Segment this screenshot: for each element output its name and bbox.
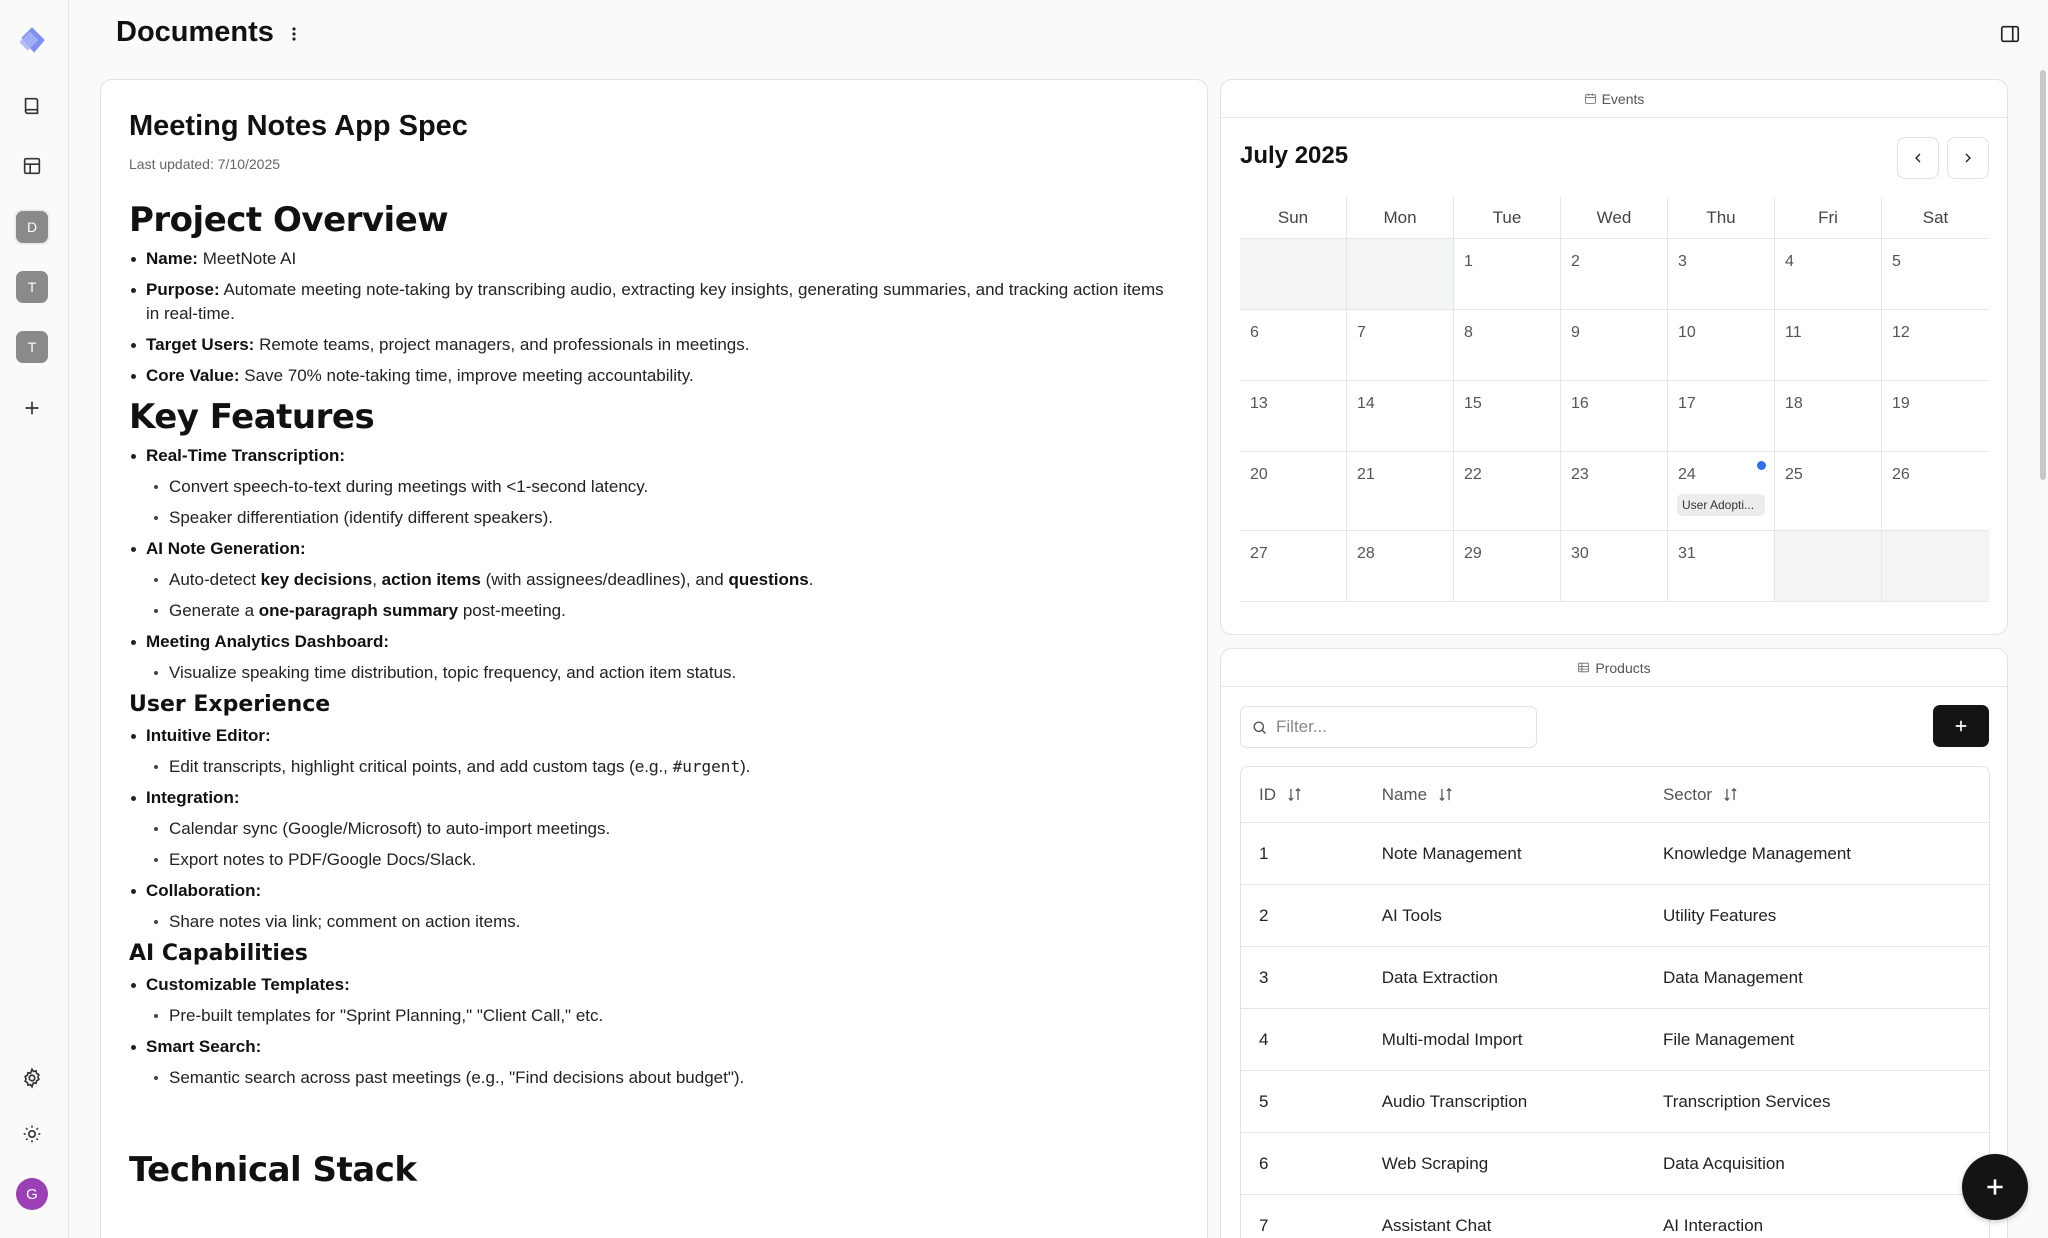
table-cell: 2 [1259,905,1269,925]
list-item: Generate a one-paragraph summary post-meeting. [146,599,1179,623]
calendar-day[interactable] [1561,310,1668,381]
table-row[interactable] [1241,1071,1989,1133]
list-item: Export notes to PDF/Google Docs/Slack. [146,848,1179,872]
list-item: Smart Search: Semantic search across past meetings (e.g., "Find decisions about budget"). [129,1035,1179,1090]
calendar-day[interactable] [1347,531,1454,602]
day-number: 24 [1678,466,1696,483]
table-row[interactable] [1241,885,1989,947]
calendar-day[interactable] [1775,381,1882,452]
day-number: 8 [1464,324,1473,341]
calendar-day[interactable] [1775,239,1882,310]
calendar-icon [1584,92,1597,105]
calendar-day[interactable] [1882,381,1989,452]
add-workspace-button[interactable] [14,390,50,426]
calendar-day[interactable] [1882,452,1989,531]
list-item: Pre-built templates for "Sprint Planning," "Client Call," etc. [146,1004,1179,1028]
weekday-header [1240,197,1990,239]
list-item: Calendar sync (Google/Microsoft) to auto-import meetings. [146,817,1179,841]
table-cell: Assistant Chat [1381,1215,1492,1235]
table-row[interactable] [1241,1009,1989,1071]
day-number: 15 [1464,395,1482,412]
day-number: 10 [1678,324,1696,341]
sidebar [0,0,69,1238]
table-cell: 7 [1259,1215,1269,1235]
book-icon [21,95,43,117]
calendar-day[interactable] [1454,531,1561,602]
chevron-left-icon [1910,150,1926,166]
day-number: 1 [1464,253,1473,270]
calendar-grid [1240,197,1990,602]
day-number: 3 [1678,253,1687,270]
table-cell: AI Interaction [1662,1215,1764,1235]
table-icon [1577,661,1590,674]
list-item: Edit transcripts, highlight critical points, and add custom tags (e.g., #urgent). [146,755,1179,779]
heading-user-experience: User Experience [129,692,331,717]
heading-key-features: Key Features [129,397,375,437]
workspace-avatar: T [16,331,48,363]
table-cell: Audio Transcription [1381,1091,1528,1111]
table-cell: Utility Features [1662,905,1777,925]
day-number: 25 [1785,466,1803,483]
floating-add-button[interactable] [1962,1154,2028,1220]
calendar-day-empty [1240,239,1347,310]
list-item: Convert speech-to-text during meetings with <1-second latency. [146,475,1179,499]
sort-icon [1437,786,1454,803]
sidebar-item-workspace-t2[interactable] [14,329,50,365]
calendar-day-empty [1882,531,1989,602]
calendar-day[interactable] [1668,452,1775,531]
table-cell: 1 [1259,843,1269,863]
day-number: 19 [1892,395,1910,412]
next-month-button[interactable] [1947,137,1989,179]
weekday-label: Mon [1347,197,1454,239]
workspace-avatar: T [16,271,48,303]
list-item: Intuitive Editor: Edit transcripts, highlight critical points, and add custom tags (e.g., #urgent). [129,724,1179,779]
sidebar-item-workspace-t1[interactable] [14,269,50,305]
last-updated: Last updated: 7/10/2025 [129,156,281,172]
calendar-week [1240,381,1990,452]
list-item: Meeting Analytics Dashboard: Visualize speaking time distribution, topic frequency, and action item status. [129,630,1179,685]
list-item: Semantic search across past meetings (e.g., "Find decisions about budget"). [146,1066,1179,1090]
ux-list [129,724,1179,934]
day-number: 26 [1892,466,1910,483]
calendar-week [1240,310,1990,381]
calendar-day[interactable] [1561,239,1668,310]
calendar-day[interactable] [1882,239,1989,310]
day-number: 28 [1357,545,1375,562]
features-list [129,444,1179,685]
table-row[interactable] [1241,947,1989,1009]
day-number: 2 [1571,253,1580,270]
calendar-day[interactable] [1240,452,1347,531]
products-table [1240,766,1990,1238]
list-item: Real-Time Transcription: Convert speech-to-text during meetings with <1-second latency. Speaker differentiation (identify different speakers). [129,444,1179,530]
user-avatar-button[interactable] [14,1176,50,1212]
page-options-button[interactable] [282,22,306,46]
ai-capabilities-list [129,973,1179,1090]
list-item: Customizable Templates: Pre-built templates for "Sprint Planning," "Client Call," etc. [129,973,1179,1028]
list-item: Collaboration: Share notes via link; comment on action items. [129,879,1179,934]
events-panel-header [1221,80,2007,118]
table-cell: Note Management [1381,843,1522,863]
day-number: 18 [1785,395,1803,412]
calendar-day[interactable] [1668,531,1775,602]
list-item: Purpose: Automate meeting note-taking by transcribing audio, extracting key insights, generating summaries, and tracking action items in real-time. [129,278,1179,326]
calendar-day[interactable] [1240,381,1347,452]
table-cell: 4 [1259,1029,1269,1049]
table-cell: 6 [1259,1153,1269,1173]
products-panel [1220,648,2008,1238]
document-title[interactable]: Meeting Notes App Spec [129,110,468,142]
column-header-name[interactable]: Name [1364,785,1645,805]
calendar-month-title: July 2025 [1240,142,1349,169]
table-cell: Knowledge Management [1662,843,1852,863]
scrollbar[interactable] [2040,70,2046,480]
table-cell: Web Scraping [1381,1153,1489,1173]
list-item: Integration: Calendar sync (Google/Microsoft) to auto-import meetings. Export notes to PDF/Google Docs/Slack. [129,786,1179,872]
calendar-day[interactable] [1240,531,1347,602]
filter-field[interactable] [1240,706,1537,748]
theme-toggle[interactable] [14,1116,50,1152]
day-number: 23 [1571,466,1589,483]
document-body[interactable] [129,198,1179,1190]
table-cell: AI Tools [1381,905,1442,925]
day-number: 11 [1785,324,1802,341]
plus-icon [21,397,43,419]
table-cell: File Management [1662,1029,1795,1049]
heading-ai-capabilities: AI Capabilities [129,941,308,966]
list-item: Name: MeetNote AI [129,247,1179,271]
day-number: 7 [1357,324,1366,341]
calendar-day[interactable] [1882,310,1989,381]
day-number: 30 [1571,545,1589,562]
calendar-day[interactable] [1454,452,1561,531]
day-number: 13 [1250,395,1268,412]
day-number: 5 [1892,253,1901,270]
calendar-day-empty [1347,239,1454,310]
table-row[interactable] [1241,1133,1989,1195]
sun-icon [21,1123,43,1145]
calendar-day[interactable] [1454,239,1561,310]
sort-icon [1722,786,1739,803]
more-vertical-icon [284,24,304,44]
calendar-day[interactable] [1668,310,1775,381]
list-item: Core Value: Save 70% note-taking time, improve meeting accountability. [129,364,1179,388]
events-panel [1220,79,2008,635]
event-chip[interactable]: User Adopti... [1677,494,1765,516]
filter-input[interactable] [1276,717,1526,737]
table-row[interactable] [1241,823,1989,885]
calendar-day[interactable] [1454,381,1561,452]
calendar-week [1240,452,1990,531]
logo-icon [15,23,49,57]
calendar-day[interactable] [1347,310,1454,381]
gear-icon [21,1067,43,1089]
weekday-label: Sat [1882,197,1989,239]
calendar-day[interactable] [1347,381,1454,452]
document-card [100,79,1208,1238]
calendar-day[interactable] [1668,381,1775,452]
sidebar-item-tables[interactable] [14,148,50,184]
table-cell: Multi-modal Import [1381,1029,1523,1049]
table-cell: Data Extraction [1381,967,1498,987]
table-row[interactable] [1241,1195,1989,1238]
calendar-day[interactable] [1775,452,1882,531]
weekday-label: Thu [1668,197,1775,239]
list-item: Share notes via link; comment on action items. [146,910,1179,934]
plus-icon [1982,1174,2008,1200]
previous-month-button[interactable] [1897,137,1939,179]
add-product-button[interactable] [1933,705,1989,747]
overview-list [129,247,1179,388]
day-number: 9 [1571,324,1580,341]
sort-icon [1286,786,1303,803]
day-number: 4 [1785,253,1794,270]
day-number: 17 [1678,395,1696,412]
calendar-day[interactable] [1775,310,1882,381]
day-number: 20 [1250,466,1268,483]
table-cell: 3 [1259,967,1269,987]
day-number: 29 [1464,545,1482,562]
column-header-sector[interactable]: Sector [1645,785,1989,805]
day-number: 16 [1571,395,1589,412]
calendar-day-empty [1775,531,1882,602]
sidebar-item-workspace-d[interactable] [14,209,50,245]
heading-project-overview: Project Overview [129,200,449,240]
panel-right-icon [1999,23,2021,45]
weekday-label: Tue [1454,197,1561,239]
event-indicator-dot [1757,461,1766,470]
list-item: AI Note Generation: Auto-detect key decisions, action items (with assignees/deadlines), and questions. Generate a one-paragraph summary post-meeting. [129,537,1179,623]
calendar-day[interactable] [1561,381,1668,452]
calendar-day[interactable] [1668,239,1775,310]
events-panel-title: Events [1601,90,1645,107]
search-icon [1251,719,1268,736]
day-number: 6 [1250,324,1259,341]
weekday-label: Wed [1561,197,1668,239]
chevron-right-icon [1960,150,1976,166]
table-cell: Data Management [1662,967,1803,987]
calendar-day[interactable] [1240,310,1347,381]
list-item: Target Users: Remote teams, project managers, and professionals in meetings. [129,333,1179,357]
avatar: G [16,1178,48,1210]
day-number: 31 [1678,545,1696,562]
table-cell: Data Acquisition [1662,1153,1785,1173]
day-number: 21 [1357,466,1375,483]
day-number: 12 [1892,324,1910,341]
page-title: Documents [116,16,274,48]
calendar-day[interactable] [1561,531,1668,602]
table-cell: 5 [1259,1091,1269,1111]
toggle-panel-button[interactable] [1996,20,2024,48]
column-header-id[interactable]: ID [1241,785,1364,805]
calendar-day[interactable] [1561,452,1668,531]
heading-technical-stack: Technical Stack [129,1150,417,1190]
weekday-label: Fri [1775,197,1882,239]
plus-icon [1952,717,1970,735]
calendar-week [1240,531,1990,602]
sidebar-item-documents[interactable] [14,88,50,124]
workspace-avatar: D [16,211,48,243]
app-logo[interactable] [14,22,50,58]
day-number: 14 [1357,395,1375,412]
calendar-day[interactable] [1454,310,1561,381]
products-panel-header [1221,649,2007,687]
table-cell: Transcription Services [1662,1091,1831,1111]
list-item: Auto-detect key decisions, action items (with assignees/deadlines), and questions. [146,568,1179,592]
day-number: 27 [1250,545,1268,562]
calendar-week [1240,239,1990,310]
products-panel-title: Products [1595,659,1651,676]
weekday-label: Sun [1240,197,1347,239]
table-icon [21,155,43,177]
settings-button[interactable] [14,1060,50,1096]
table-header-row [1241,767,1989,823]
list-item: Visualize speaking time distribution, topic frequency, and action item status. [146,661,1179,685]
calendar-day[interactable] [1347,452,1454,531]
day-number: 22 [1464,466,1482,483]
list-item: Speaker differentiation (identify different speakers). [146,506,1179,530]
